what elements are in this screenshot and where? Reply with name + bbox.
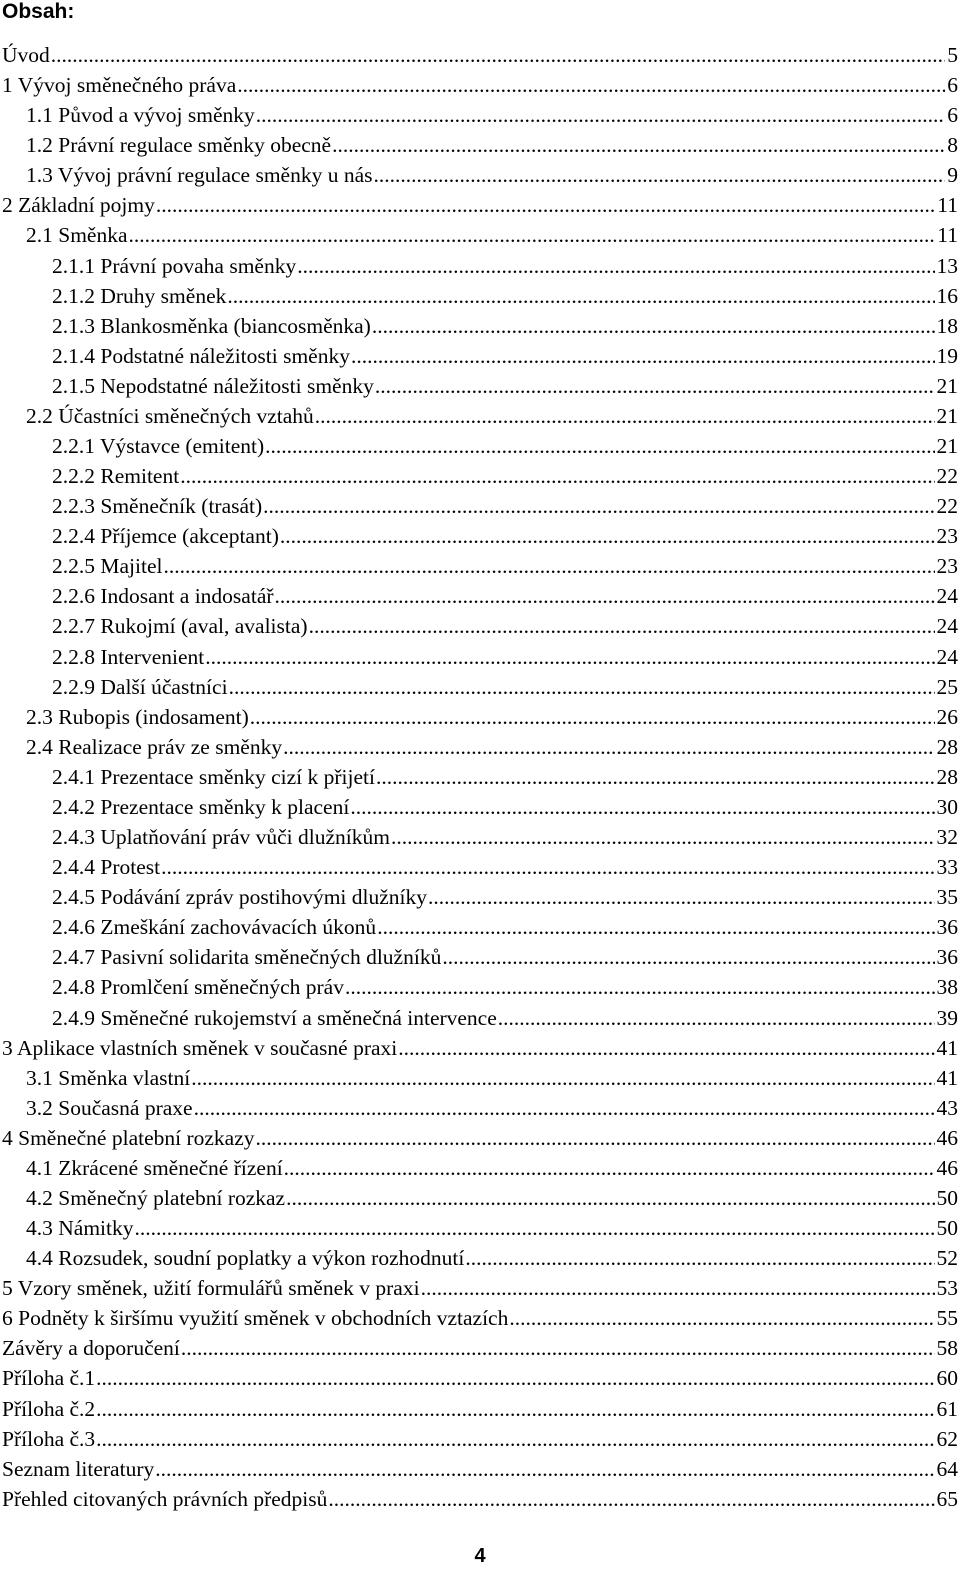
- dot-leader: [265, 431, 934, 461]
- toc-entry[interactable]: [2, 972, 958, 1002]
- toc-entry[interactable]: [2, 251, 958, 281]
- toc-entry-title: 2.2 Účastníci směnečných vztahů: [26, 403, 314, 428]
- toc-entry-page: 25: [936, 674, 958, 699]
- toc-entry-page: 58: [936, 1336, 958, 1361]
- dot-leader: [256, 1123, 935, 1153]
- toc-entry[interactable]: [2, 491, 958, 521]
- toc-entry-page: 21: [936, 403, 958, 428]
- dot-leader: [315, 401, 935, 431]
- dot-leader: [284, 1153, 935, 1183]
- toc-entry-title: 2.4.3 Uplatňování práv vůči dlužníkům: [52, 825, 390, 850]
- toc-entry-title: 2.1.2 Druhy směnek: [52, 283, 227, 308]
- toc-entry[interactable]: [2, 190, 958, 220]
- toc-entry[interactable]: [2, 461, 958, 491]
- toc-entry-title: 5 Vzory směnek, užití formulářů směnek v praxi: [2, 1276, 420, 1301]
- dot-leader: [332, 130, 945, 160]
- toc-entry[interactable]: [2, 160, 958, 190]
- dot-leader: [442, 942, 934, 972]
- dot-leader: [229, 672, 935, 702]
- dot-leader: [129, 220, 936, 250]
- toc-entry-title: 2.4.8 Promlčení směnečných práv: [52, 975, 344, 1000]
- toc-entry-page: 24: [936, 614, 958, 639]
- toc-entry-page: 28: [936, 764, 958, 789]
- toc-entry-page: 50: [936, 1216, 958, 1241]
- toc-entry[interactable]: [2, 130, 958, 160]
- toc-entry-title: 2.4.6 Zmeškání zachovávacích úkonů: [52, 915, 377, 940]
- toc-entry[interactable]: [2, 1093, 958, 1123]
- dot-leader: [345, 972, 935, 1002]
- toc-entry-page: 26: [936, 704, 958, 729]
- dot-leader: [280, 521, 935, 551]
- toc-entry-title: 1.3 Vývoj právní regulace směnky u nás: [26, 163, 373, 188]
- dot-leader: [256, 100, 946, 130]
- toc-entry[interactable]: [2, 942, 958, 972]
- page-number: 4: [474, 1545, 486, 1567]
- toc-entry[interactable]: [2, 1213, 958, 1243]
- toc-entry-page: 39: [936, 1005, 958, 1030]
- toc-entry[interactable]: [2, 672, 958, 702]
- toc-entry[interactable]: [2, 70, 958, 100]
- toc-entry-title: Přehled citovaných právních předpisů: [2, 1486, 328, 1511]
- toc-entry[interactable]: [2, 642, 958, 672]
- toc-entry[interactable]: [2, 341, 958, 371]
- toc-entry[interactable]: [2, 611, 958, 641]
- toc-entry[interactable]: [2, 311, 958, 341]
- toc-entry-title: 2.1.3 Blankosměnka (biancosměnka): [52, 313, 371, 338]
- toc-entry[interactable]: [2, 220, 958, 250]
- toc-entry-page: 33: [936, 855, 958, 880]
- toc-entry-title: Úvod: [2, 43, 50, 67]
- dot-leader: [421, 1273, 935, 1303]
- toc-entry-title: 4.4 Rozsudek, soudní poplatky a výkon rozhodnutí: [26, 1246, 465, 1271]
- dot-leader: [205, 642, 934, 672]
- toc-entry-page: 35: [936, 885, 958, 910]
- toc-entry-page: 64: [936, 1456, 958, 1481]
- toc-entry-page: 41: [936, 1035, 958, 1060]
- toc-entry-page: 8: [947, 133, 958, 158]
- toc-entry-page: 36: [936, 915, 958, 940]
- toc-entry-title: 1.1 Původ a vývoj směnky: [26, 103, 255, 128]
- toc-entry[interactable]: [2, 431, 958, 461]
- toc-entry-title: 2.2.5 Majitel: [52, 554, 163, 579]
- toc-entry-page: 60: [936, 1366, 958, 1391]
- toc-entry-page: 22: [936, 494, 958, 519]
- toc-entry[interactable]: [2, 762, 958, 792]
- toc-entry-title: 2.4.4 Protest: [52, 855, 161, 880]
- toc-entry[interactable]: [2, 1424, 958, 1454]
- toc-entry-title: 2.2.4 Příjemce (akceptant): [52, 524, 279, 549]
- toc-entry-page: 46: [936, 1125, 958, 1150]
- dot-leader: [372, 311, 935, 341]
- dot-leader: [181, 1333, 935, 1363]
- toc-entry[interactable]: [2, 40, 958, 70]
- toc-entry-page: 28: [936, 734, 958, 759]
- dot-leader: [161, 852, 934, 882]
- dot-leader: [297, 251, 934, 281]
- toc-entry-page: 18: [936, 313, 958, 338]
- dot-leader: [377, 912, 934, 942]
- toc-entry[interactable]: [2, 732, 958, 762]
- toc-entry[interactable]: [2, 822, 958, 852]
- toc-entry-page: 6: [947, 103, 958, 128]
- toc-entry-title: Závěry a doporučení: [2, 1336, 180, 1361]
- toc-entry-title: 2 Základní pojmy: [2, 193, 155, 218]
- toc-entry-title: 2.2.1 Výstavce (emitent): [52, 434, 265, 459]
- toc-entry[interactable]: [2, 1333, 958, 1363]
- toc-entry-page: 30: [936, 794, 958, 819]
- toc-entry-page: 11: [937, 223, 958, 248]
- dot-leader: [391, 822, 935, 852]
- toc-entry-title: Příloha č.3: [2, 1426, 96, 1451]
- toc-entry[interactable]: [2, 371, 958, 401]
- dot-leader: [275, 581, 935, 611]
- toc-entry-title: 2.2.3 Směnečník (trasát): [52, 494, 263, 519]
- toc-entry-page: 24: [936, 584, 958, 609]
- toc-entry-title: 2.4.5 Podávání zpráv postihovými dlužníky: [52, 885, 428, 910]
- toc-entry-page: 61: [936, 1396, 958, 1421]
- toc-entry-page: 6: [947, 73, 958, 98]
- toc-entry-page: 24: [936, 644, 958, 669]
- toc-entry-title: 4.2 Směnečný platební rozkaz: [26, 1185, 286, 1210]
- toc-entry[interactable]: [2, 1063, 958, 1093]
- toc-entry-title: Příloha č.2: [2, 1396, 96, 1421]
- dot-leader: [163, 551, 934, 581]
- toc-entry-title: 2.2.6 Indosant a indosatář: [52, 584, 274, 609]
- dot-leader: [498, 1003, 935, 1033]
- toc-entry[interactable]: [2, 401, 958, 431]
- toc-entry-title: 3 Aplikace vlastních směnek v současné praxi: [2, 1035, 398, 1060]
- toc-entry[interactable]: [2, 702, 958, 732]
- dot-leader: [135, 1213, 935, 1243]
- toc-entry-page: 62: [936, 1426, 958, 1451]
- toc-entry[interactable]: [2, 1033, 958, 1063]
- toc-entry-page: 16: [936, 283, 958, 308]
- dot-leader: [428, 882, 934, 912]
- toc-entry[interactable]: [2, 912, 958, 942]
- toc-entry[interactable]: [2, 852, 958, 882]
- dot-leader: [51, 40, 945, 70]
- toc-entry-page: 21: [936, 434, 958, 459]
- dot-leader: [509, 1303, 934, 1333]
- toc-entry-page: 21: [936, 373, 958, 398]
- dot-leader: [263, 491, 934, 521]
- dot-leader: [350, 792, 934, 822]
- toc-entry[interactable]: [2, 1123, 958, 1153]
- toc-entry-title: 6 Podněty k širšímu využití směnek v obchodních vztazích: [2, 1306, 509, 1331]
- toc-entry-title: 2.1.4 Podstatné náležitosti směnky: [52, 343, 350, 368]
- toc-entry[interactable]: [2, 521, 958, 551]
- dot-leader: [227, 281, 934, 311]
- dot-leader: [180, 461, 934, 491]
- toc-entry[interactable]: [2, 281, 958, 311]
- dot-leader: [374, 160, 946, 190]
- dot-leader: [286, 1183, 934, 1213]
- toc-entry-title: Příloha č.1: [2, 1366, 96, 1391]
- toc-entry[interactable]: [2, 1183, 958, 1213]
- toc-entry-page: 55: [936, 1306, 958, 1331]
- toc-entry[interactable]: [2, 1243, 958, 1273]
- toc-entry-page: 38: [936, 975, 958, 1000]
- dot-leader: [398, 1033, 934, 1063]
- toc-entry-title: 2.4.7 Pasivní solidarita směnečných dlužníků: [52, 945, 442, 970]
- toc-entry-page: 32: [936, 825, 958, 850]
- toc-entry-title: 2.4 Realizace práv ze směnky: [26, 734, 283, 759]
- dot-leader: [96, 1363, 934, 1393]
- toc-entry[interactable]: [2, 100, 958, 130]
- toc-entry-page: 19: [936, 343, 958, 368]
- dot-leader: [309, 611, 935, 641]
- dot-leader: [375, 371, 935, 401]
- toc-entry-page: 65: [936, 1486, 958, 1511]
- dot-leader: [194, 1093, 935, 1123]
- toc-entry-page: 46: [936, 1155, 958, 1180]
- toc-entry-page: 13: [936, 253, 958, 278]
- toc-entry-title: 4.1 Zkrácené směnečné řízení: [26, 1155, 283, 1180]
- dot-leader: [96, 1424, 934, 1454]
- toc-entry-title: 3.1 Směnka vlastní: [26, 1065, 191, 1090]
- toc-entry-page: 11: [937, 193, 958, 218]
- dot-leader: [155, 1454, 934, 1484]
- toc-entry-page: 5: [947, 43, 958, 67]
- dot-leader: [96, 1394, 934, 1424]
- toc-entry-title: 2.2.8 Intervenient: [52, 644, 205, 669]
- toc-entry-page: 23: [936, 554, 958, 579]
- toc-entry[interactable]: [2, 551, 958, 581]
- toc-entry[interactable]: [2, 581, 958, 611]
- toc-entry-title: Seznam literatury: [2, 1456, 155, 1481]
- toc-entry[interactable]: [2, 1303, 958, 1333]
- dot-leader: [328, 1484, 934, 1514]
- toc-entry-title: 2.4.9 Směnečné rukojemství a směnečná intervence: [52, 1005, 497, 1030]
- dot-leader: [376, 762, 935, 792]
- toc-entry[interactable]: [2, 1363, 958, 1393]
- dot-leader: [351, 341, 935, 371]
- table-of-contents: [2, 40, 958, 1514]
- toc-entry-title: 2.4.1 Prezentace směnky cizí k přijetí: [52, 764, 375, 789]
- toc-entry[interactable]: [2, 1003, 958, 1033]
- dot-leader: [237, 70, 945, 100]
- dot-leader: [250, 702, 935, 732]
- toc-entry-title: 2.1.5 Nepodstatné náležitosti směnky: [52, 373, 374, 398]
- toc-entry-title: 4.3 Námitky: [26, 1216, 134, 1241]
- toc-entry-title: 2.4.2 Prezentace směnky k placení: [52, 794, 350, 819]
- dot-leader: [283, 732, 934, 762]
- toc-entry[interactable]: [2, 792, 958, 822]
- toc-entry-page: 52: [936, 1246, 958, 1271]
- toc-entry[interactable]: [2, 1394, 958, 1424]
- toc-entry-title: 2.2.9 Další účastníci: [52, 674, 228, 699]
- toc-entry-page: 41: [936, 1065, 958, 1090]
- toc-entry-title: 2.2.2 Remitent: [52, 464, 180, 489]
- toc-entry[interactable]: [2, 882, 958, 912]
- toc-entry-page: 23: [936, 524, 958, 549]
- toc-entry-title: 4 Směnečné platební rozkazy: [2, 1125, 255, 1150]
- toc-entry-page: 9: [947, 163, 958, 188]
- toc-entry-title: 3.2 Současná praxe: [26, 1095, 193, 1120]
- toc-entry-title: 2.3 Rubopis (indosament): [26, 704, 249, 729]
- toc-entry-page: 43: [936, 1095, 958, 1120]
- toc-entry-title: 2.1.1 Právní povaha směnky: [52, 253, 297, 278]
- toc-entry[interactable]: [2, 1454, 958, 1484]
- dot-leader: [465, 1243, 934, 1273]
- toc-entry-page: 36: [936, 945, 958, 970]
- toc-entry-title: 1.2 Právní regulace směnky obecně: [26, 133, 332, 158]
- toc-heading: Obsah:: [2, 0, 75, 23]
- toc-entry-title: 1 Vývoj směnečného práva: [2, 73, 237, 98]
- dot-leader: [191, 1063, 934, 1093]
- toc-entry[interactable]: [2, 1484, 958, 1514]
- dot-leader: [156, 190, 935, 220]
- toc-entry-title: 2.1 Směnka: [26, 223, 128, 248]
- toc-entry-title: 2.2.7 Rukojmí (aval, avalista): [52, 614, 308, 639]
- toc-entry-page: 53: [936, 1276, 958, 1301]
- toc-entry-page: 50: [936, 1185, 958, 1210]
- toc-entry[interactable]: [2, 1273, 958, 1303]
- toc-entry-page: 22: [936, 464, 958, 489]
- toc-entry[interactable]: [2, 1153, 958, 1183]
